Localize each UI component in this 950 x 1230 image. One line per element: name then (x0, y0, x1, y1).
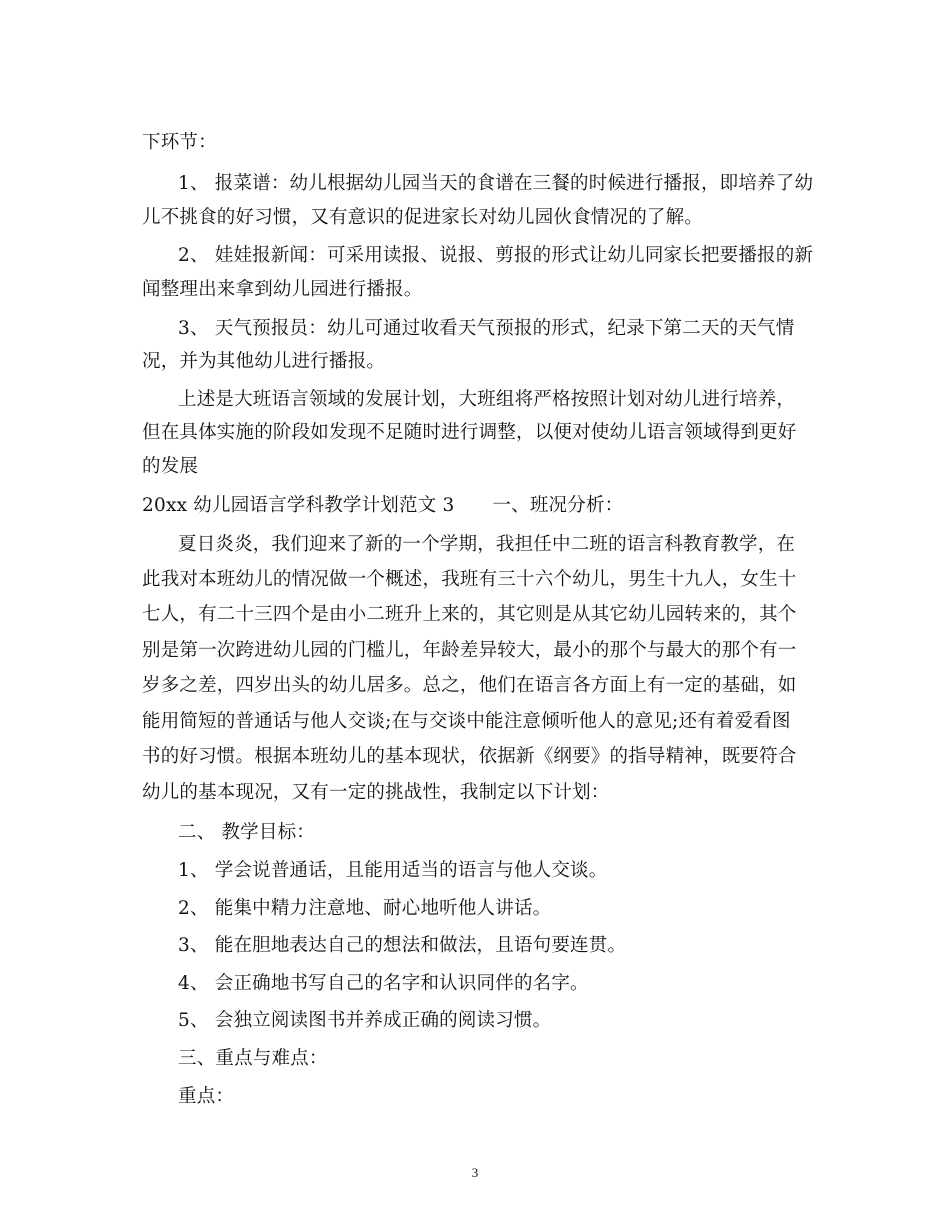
section-title: 20xx 幼儿园语言学科教学计划范文 3 (142, 495, 455, 516)
text-line: 4、 会正确地书写自己的名字和认识同伴的名字。 (178, 973, 589, 994)
text-line: 书的好习惯。根据本班幼儿的基本现状，依据新《纲要》的指导精神，既要符合 (142, 746, 797, 767)
text-line: 儿不挑食的好习惯，又有意识的促进家长对幼儿园伙食情况的了解。 (142, 207, 704, 228)
text-line: 1、 学会说普通话，且能用适当的语言与他人交谈。 (178, 860, 608, 881)
text-line: 的发展 (142, 456, 199, 477)
text-line: 夏日炎炎，我们迎来了新的一个学期，我担任中二班的语言科教育教学，在 (178, 534, 796, 555)
text-line: 况，并为其他幼儿进行播报。 (142, 351, 386, 372)
text-line: 但在具体实施的阶段如发现不足随时进行调整，以便对使幼儿语言领域得到更好 (142, 422, 797, 443)
text-line: 三、重点与难点： (178, 1048, 328, 1069)
text-line: 下环节： (142, 132, 217, 153)
text-line: 幼儿的基本现况，又有一定的挑战性，我制定以下计划： (142, 782, 610, 803)
text-line: 七人，有二十三四个是由小二班升上来的，其它则是从其它幼儿园转来的，其个 (142, 604, 797, 625)
text-line: 此我对本班幼儿的情况做一个概述，我班有三十六个幼儿，男生十九人，女生十 (142, 569, 797, 590)
text-line: 重点： (178, 1086, 235, 1107)
text-line: 1、 报菜谱：幼儿根据幼儿园当天的食谱在三餐的时候进行播报，即培养了幼 (178, 173, 814, 194)
text-line: 2、 能集中精力注意地、耐心地听他人讲话。 (178, 898, 552, 919)
text-line: 闻整理出来拿到幼儿园进行播报。 (142, 279, 423, 300)
text-line: 5、 会独立阅读图书并养成正确的阅读习惯。 (178, 1010, 552, 1031)
text-line: 别是第一次跨进幼儿园的门槛儿，年龄差异较大，最小的那个与最大的那个有一 (142, 640, 797, 661)
page-number: 3 (471, 1165, 479, 1180)
section-subtitle: 一、班况分析： (492, 495, 624, 516)
text-line: 能用简短的普通话与他人交谈;在与交谈中能注意倾听他人的意见;还有着爱看图 (142, 711, 791, 732)
text-line: 上述是大班语言领域的发展计划，大班组将严格按照计划对幼儿进行培养， (178, 389, 796, 410)
text-line: 2、 娃娃报新闻：可采用读报、说报、剪报的形式让幼儿同家长把要播报的新 (178, 245, 814, 266)
heading-line (142, 494, 623, 518)
text-line: 二、 教学目标： (178, 822, 315, 843)
text-line: 3、 能在胆地表达自己的想法和做法，且语句要连贯。 (178, 935, 627, 956)
text-line: 3、 天气预报员：幼儿可通过收看天气预报的形式，纪录下第二天的天气情 (178, 318, 795, 339)
text-line: 岁多之差，四岁出头的幼儿居多。总之，他们在语言各方面上有一定的基础，如 (142, 675, 797, 696)
